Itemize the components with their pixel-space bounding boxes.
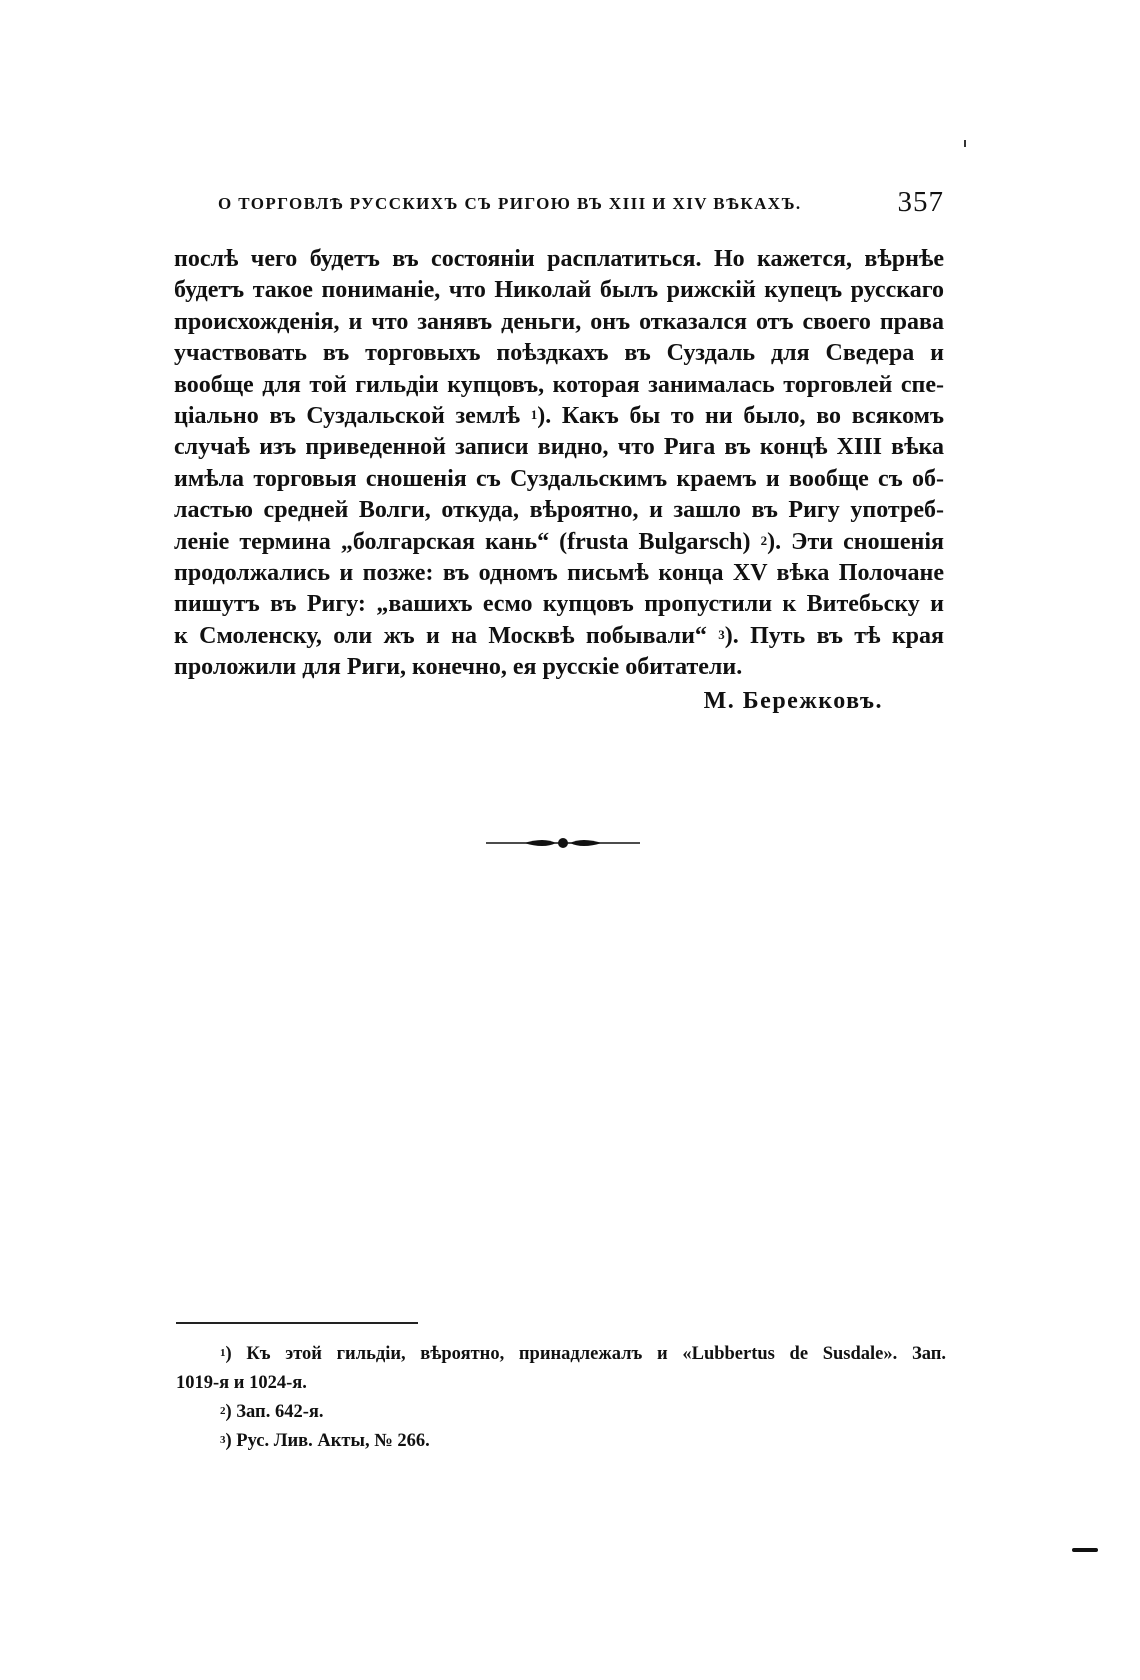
running-title: О ТОРГОВЛѢ РУССКИХЪ СЪ РИГОЮ ВЪ XIII И XIV ВѢКАХЪ.	[218, 194, 802, 213]
margin-tick	[964, 140, 966, 147]
text-fragment: ). Какъ бы то ни было, во всякомъ	[537, 403, 944, 430]
footnote-1	[176, 1340, 946, 1369]
page-number: 357	[897, 186, 944, 218]
text-fragment: к Смоленску, оли жъ и на Москвѣ побывали“	[174, 622, 707, 649]
text-fragment: ). Эти сношенiя	[767, 528, 944, 555]
text-line: послѣ чего будетъ въ состоянiи расплатиться. Но кажется, вѣрнѣе	[174, 246, 944, 272]
text-line: имѣла торговыя сношенiя съ Суздальскимъ краемъ и вообще съ об-	[174, 465, 944, 492]
footnote-separator	[176, 1322, 418, 1324]
text-fragment: цiально въ Суздальской землѣ	[174, 403, 521, 430]
text-line	[174, 527, 944, 558]
text-line: продолжались и позже: въ одномъ письмѣ конца XV вѣка Полочане	[174, 560, 944, 587]
text-line	[174, 401, 944, 432]
footnote-text: ) Рус. Лив. Акты, № 266.	[225, 1431, 430, 1451]
footnote-marker: 1	[220, 1347, 226, 1359]
footnote-ref[interactable]: 2	[760, 532, 768, 548]
text-line: участвовать въ торговыхъ поѣздкахъ въ Суздаль для Сведера и	[174, 340, 944, 367]
footnote-ref[interactable]: 3	[718, 626, 725, 642]
text-line: ластью средней Волги, откуда, вѣроятно, и зашло въ Ригу употреб-	[174, 497, 944, 524]
text-fragment: ). Путь въ тѣ края	[724, 622, 944, 649]
text-line: проложили для Риги, конечно, ея русскiе обитатели.	[174, 654, 743, 681]
footnote-3	[176, 1427, 946, 1456]
footnote-1-continuation: 1019-я и 1024-я.	[176, 1373, 307, 1393]
text-line: пишутъ въ Ригу: „вашихъ есмо купцовъ пропустили к Витебьску и	[174, 591, 944, 618]
page-header	[218, 186, 944, 224]
ornament-divider-icon	[486, 836, 640, 850]
footnote-text: ) Къ этой гильдiи, вѣроятно, принадлежалъ и «Lubbertus de Susdale». Зап.	[225, 1344, 946, 1364]
footnote-text: ) Зап. 642-я.	[225, 1402, 324, 1422]
text-line	[174, 621, 944, 652]
footnote-marker: 3	[220, 1434, 226, 1446]
footnote-2	[176, 1398, 946, 1427]
text-line: происхожденiя, и что занявъ деньги, онъ отказался отъ своего права	[174, 308, 944, 335]
footnote-ref[interactable]: 1	[530, 407, 538, 423]
text-line: будетъ такое пониманiе, что Николай былъ рижскiй купецъ русскаго	[174, 277, 944, 304]
footnotes	[176, 1340, 946, 1456]
margin-mark	[1072, 1548, 1098, 1552]
text-line: случаѣ изъ приведенной записи видно, что Рига въ концѣ XIII вѣка	[174, 434, 944, 461]
footnote-marker: 2	[220, 1405, 226, 1417]
text-fragment: ленiе термина „болгарская кань“ (frusta Bulgarsch)	[174, 528, 751, 555]
text-line: вообще для той гильдiи купцовъ, которая занималась торговлей спе-	[174, 371, 944, 398]
main-text	[174, 244, 944, 684]
author-signature: М. Бережковъ.	[703, 688, 883, 714]
